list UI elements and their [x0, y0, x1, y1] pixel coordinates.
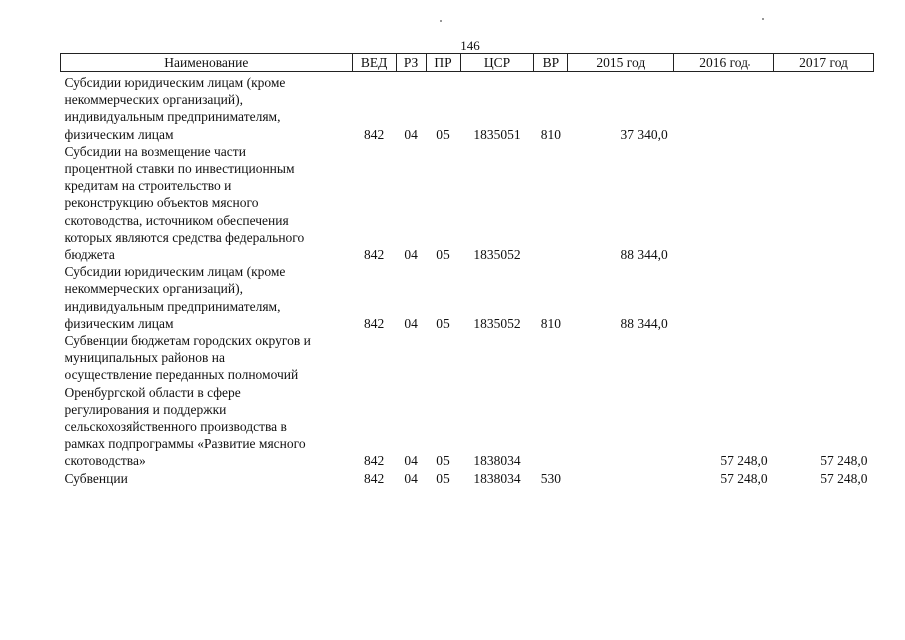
- row-rz: 04: [404, 453, 418, 469]
- row-rz: 04: [404, 470, 418, 486]
- budget-table: [60, 53, 874, 487]
- row-2017: 57 248,0: [820, 470, 868, 486]
- row-vr: 530: [540, 470, 562, 486]
- col-header-name: Наименование: [61, 54, 353, 72]
- row-2015: 88 344,0: [620, 247, 668, 263]
- row-2017: [774, 263, 874, 332]
- row-name: Субсидии на возмещение части процентной ставки по инвестиционным кредитам на строительство и реконструкцию объектов мясного скотоводства, источником обеспечения которых являются средства федерального бюджета: [64, 143, 305, 263]
- row-ved: 842: [363, 470, 385, 486]
- row-2015: [568, 470, 674, 487]
- row-pr: 05: [436, 247, 450, 263]
- row-vr: 810: [540, 126, 562, 142]
- col-header-vr: ВР: [534, 54, 568, 72]
- row-2015: [568, 332, 674, 470]
- row-2015: 37 340,0: [620, 126, 668, 142]
- col-header-pr: ПР: [426, 54, 460, 72]
- col-header-2015: 2015 год: [568, 54, 674, 72]
- row-2016: [674, 143, 774, 263]
- row-pr: 05: [436, 126, 450, 142]
- row-vr: 810: [540, 315, 562, 331]
- col-header-2016: 2016 год: [674, 54, 774, 72]
- row-csr: 1838034: [473, 453, 521, 469]
- row-csr: 1835051: [473, 126, 521, 142]
- row-2016: 57 248,0: [720, 453, 768, 469]
- row-ved: 842: [363, 453, 385, 469]
- row-rz: 04: [404, 247, 418, 263]
- row-csr: 1835052: [473, 247, 521, 263]
- row-vr: [534, 332, 568, 470]
- row-name: Субвенции: [64, 470, 128, 486]
- row-2017: [774, 143, 874, 263]
- scan-speck: [440, 20, 442, 22]
- table-row: [61, 263, 874, 332]
- row-name: Субсидии юридическим лицам (кроме некоммерческих организаций), индивидуальным предпринимателям, физическим лицам: [64, 264, 286, 331]
- row-ved: 842: [363, 126, 385, 142]
- row-pr: 05: [436, 453, 450, 469]
- row-2016: [674, 74, 774, 143]
- row-pr: 05: [436, 470, 450, 486]
- col-header-ved: ВЕД: [352, 54, 396, 72]
- table-row: [61, 74, 874, 143]
- col-header-2017: 2017 год: [774, 54, 874, 72]
- row-2017: [774, 74, 874, 143]
- row-csr: 1835052: [473, 315, 521, 331]
- page-number: 146: [460, 38, 480, 53]
- row-rz: 04: [404, 315, 418, 331]
- row-vr: [534, 143, 568, 263]
- row-name: Субсидии юридическим лицам (кроме некоммерческих организаций), индивидуальным предпринимателям, физическим лицам: [64, 75, 286, 142]
- table-row: [61, 470, 874, 487]
- table-row: [61, 143, 874, 263]
- col-header-rz: РЗ: [396, 54, 426, 72]
- table-row: [61, 332, 874, 470]
- row-csr: 1838034: [473, 470, 521, 486]
- row-ved: 842: [363, 247, 385, 263]
- row-2017: 57 248,0: [820, 453, 868, 469]
- col-header-csr: ЦСР: [460, 54, 534, 72]
- row-rz: 04: [404, 126, 418, 142]
- table-header-row: [61, 54, 874, 72]
- row-2015: 88 344,0: [620, 315, 668, 331]
- row-2016: [674, 263, 774, 332]
- row-name: Субвенции бюджетам городских округов и муниципальных районов на осуществление переданных полномочий Оренбургской области в сфере регулирования и поддержки сельскохозяйственного производства в рамках подпрограммы «Развитие мясного скотоводства»: [64, 333, 311, 469]
- row-pr: 05: [436, 315, 450, 331]
- scan-speck: [762, 18, 764, 20]
- row-2016: 57 248,0: [720, 470, 768, 486]
- row-ved: 842: [363, 315, 385, 331]
